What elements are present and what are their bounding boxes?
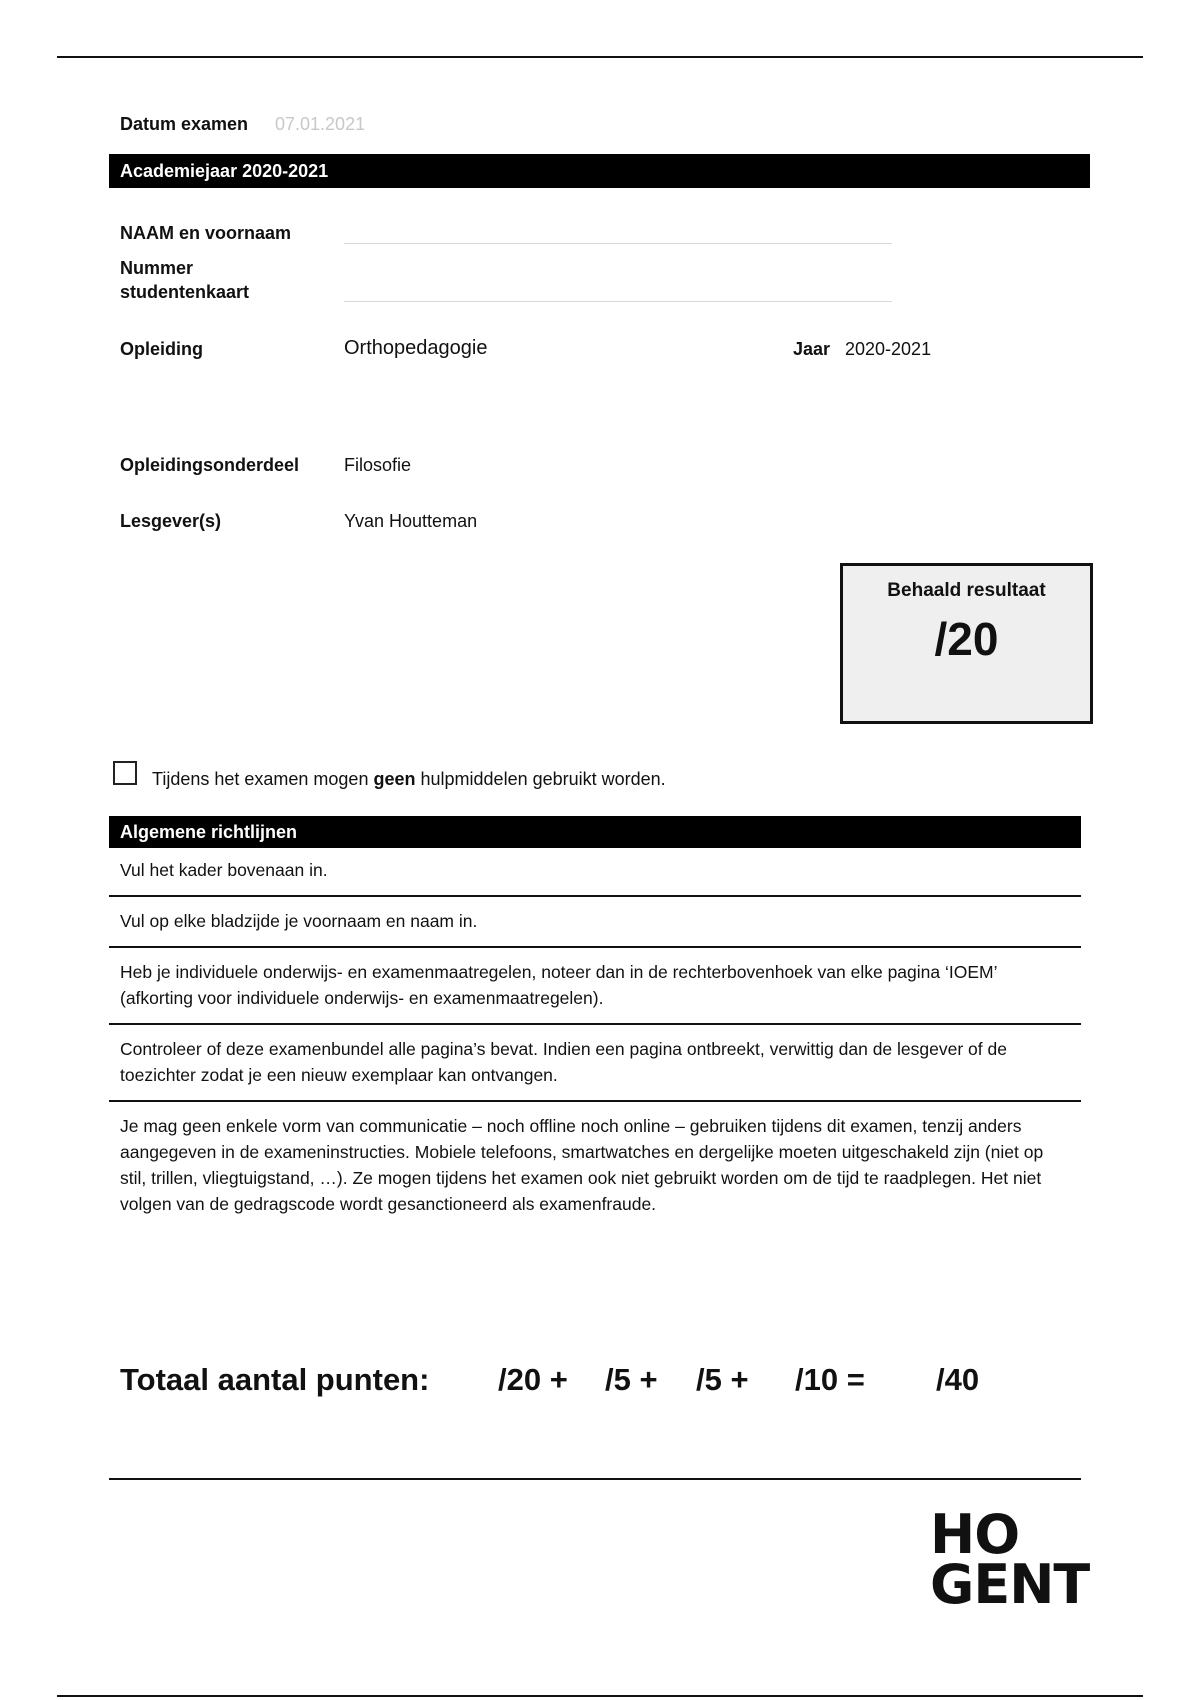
logo-line-2: GENT: [930, 1553, 1090, 1616]
year-value: 2020-2021: [845, 339, 932, 359]
guidelines-title-bar: Algemene richtlijnen: [109, 816, 1081, 848]
total-part-2: /5 +: [605, 1362, 658, 1397]
list-item: Heb je individuele onderwijs- en examenmaatregelen, noteer dan in de rechterbovenhoek van elke pagina ‘IOEM’ (afkorting voor individuele onderwijs- en examenmaatregelen).: [109, 948, 1081, 1025]
name-input-line[interactable]: [344, 243, 892, 244]
total-sum: /40: [936, 1362, 980, 1397]
hogent-logo: [930, 1503, 1090, 1616]
logo-line-1: HO: [930, 1503, 1020, 1566]
result-score: /20: [934, 613, 999, 665]
top-page-rule: [57, 56, 1143, 58]
result-title: Behaald resultaat: [887, 580, 1046, 601]
no-aids-text: [152, 769, 666, 790]
bottom-page-rule: [57, 1695, 1143, 1697]
program-value: Orthopedagogie: [344, 337, 488, 359]
course-unit-value: Filosofie: [344, 455, 412, 475]
no-aids-checkbox[interactable]: [113, 761, 137, 785]
student-card-input-line[interactable]: [344, 301, 892, 302]
student-card-label-line2: studentenkaart: [120, 282, 250, 302]
no-aids-text-before: Tijdens het examen mogen: [152, 769, 369, 789]
course-unit-label: Opleidingsonderdeel: [120, 455, 300, 475]
total-part-1: /20 +: [498, 1362, 568, 1397]
academic-year-bar: Academiejaar 2020-2021: [109, 154, 1090, 188]
total-part-3: /5 +: [696, 1362, 749, 1397]
footer-rule: [109, 1478, 1081, 1480]
teacher-value: Yvan Houtteman: [344, 511, 478, 531]
no-aids-text-bold: geen: [373, 769, 416, 789]
name-label: NAAM en voornaam: [120, 223, 292, 243]
student-card-label-line1: Nummer: [120, 258, 194, 278]
year-label: Jaar: [793, 339, 831, 359]
program-label: Opleiding: [120, 339, 203, 359]
total-part-4: /10 =: [795, 1362, 865, 1397]
exam-date-value: 07.01.2021: [275, 114, 366, 134]
guidelines-list: [109, 848, 1081, 1229]
list-item: Je mag geen enkele vorm van communicatie – noch offline noch online – gebruiken tijdens dit examen, tenzij anders aangegeven in de exameninstructies. Mobiele telefoons, smartwatches en dergelijke moeten uitgeschakeld zijn (niet op stil, trillen, vliegtuigstand, …). Ze mogen tijdens het examen ook niet gebruikt worden om de tijd te raadplegen. Het niet volgen van de gedragscode wordt gesanctioneerd als examenfraude.: [120, 1116, 1044, 1214]
list-item: Vul het kader bovenaan in.: [109, 848, 1081, 897]
result-box: [840, 563, 1093, 724]
exam-date-label: Datum examen: [120, 114, 249, 134]
total-points-label: Totaal aantal punten:: [120, 1362, 430, 1397]
no-aids-text-after: hulpmiddelen gebruikt worden.: [420, 769, 666, 789]
list-item: Vul op elke bladzijde je voornaam en naam in.: [109, 897, 1081, 948]
list-item: Controleer of deze examenbundel alle pagina’s bevat. Indien een pagina ontbreekt, verwittig dan de lesgever of de toezichter zodat je een nieuw exemplaar kan ontvangen.: [109, 1025, 1081, 1102]
teacher-label: Lesgever(s): [120, 511, 222, 531]
